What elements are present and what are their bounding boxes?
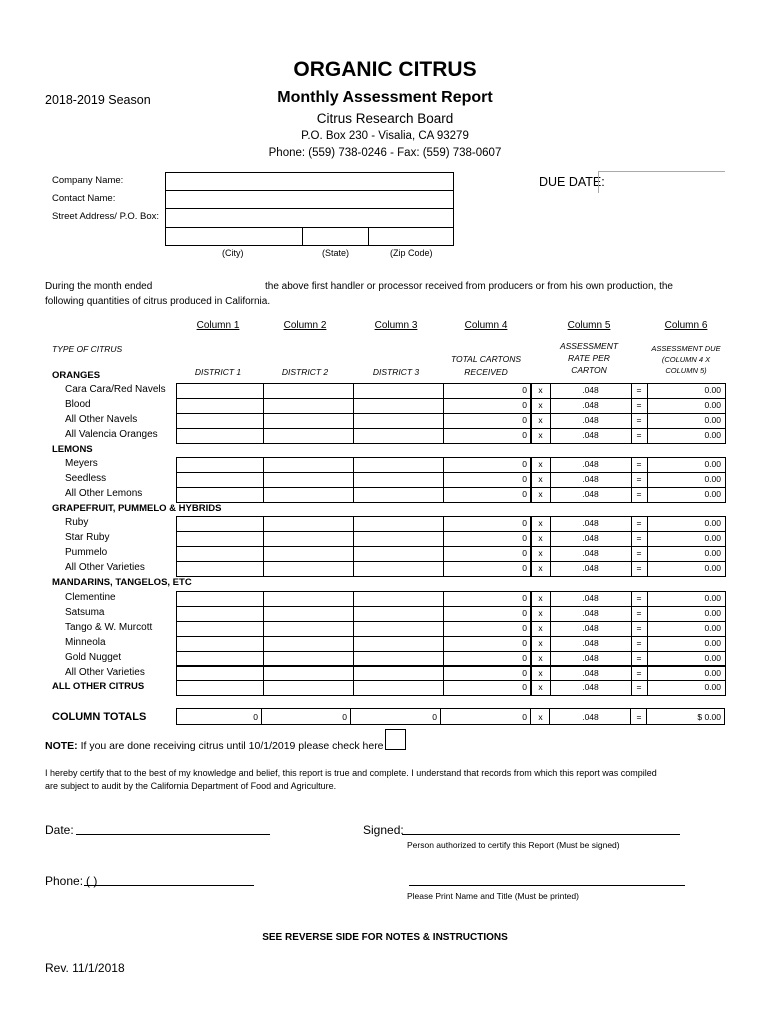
row-total-cartons: 0	[522, 459, 527, 469]
district-2-input[interactable]	[263, 398, 354, 414]
district-2-input[interactable]	[263, 428, 354, 444]
district-2-input[interactable]	[263, 621, 354, 637]
row-equals: =	[636, 637, 642, 648]
citrus-row-label: Meyers	[65, 458, 98, 469]
row-multiply: x	[538, 562, 543, 573]
row-multiply: x	[538, 622, 543, 633]
district-3-input[interactable]	[353, 666, 444, 682]
district-2-input[interactable]	[263, 531, 354, 547]
row-total-cartons: 0	[522, 652, 527, 663]
intro-text-line1: the above first handler or processor received from producers or from his own production, the	[265, 281, 673, 292]
row-rate: .048	[582, 652, 599, 663]
citrus-row-label: All Other Navels	[65, 413, 138, 425]
district-1-input[interactable]	[176, 651, 264, 667]
district-2-input[interactable]	[263, 591, 354, 607]
row-equals: =	[636, 562, 642, 573]
district-2-input[interactable]	[263, 636, 354, 652]
row-rate: .048	[582, 622, 599, 633]
row-total-cartons: 0	[522, 414, 527, 425]
district-1-input[interactable]	[176, 606, 264, 622]
row-total-cartons: 0	[522, 429, 527, 440]
district-2-input[interactable]	[263, 561, 354, 577]
citrus-row-label: Satsuma	[65, 606, 105, 618]
citrus-row-label: All Other Lemons	[65, 487, 143, 499]
district-3-input[interactable]	[353, 413, 444, 429]
type-of-citrus-header: TYPE OF CITRUS	[52, 344, 123, 354]
row-assessment-due: 0.00	[704, 414, 721, 425]
row-rate: .048	[582, 547, 599, 558]
row-assessment-due: 0.00	[704, 652, 721, 663]
row-rate: .048	[582, 667, 599, 678]
district-3-input[interactable]	[353, 621, 444, 637]
assessment-due-line3: COLUMN 5)	[665, 366, 707, 375]
district-3-input[interactable]	[353, 546, 444, 562]
district-3-input[interactable]	[353, 428, 444, 444]
district-1-input[interactable]	[176, 516, 264, 532]
group-grapefruit: GRAPEFRUIT, PUMMELO & HYBRIDS	[52, 503, 222, 514]
row-multiply: x	[538, 667, 543, 678]
district-3-input[interactable]	[353, 398, 444, 414]
row-assessment-due: 0.00	[704, 459, 721, 469]
district-2-input[interactable]	[263, 472, 354, 488]
row-assessment-due: 0.00	[704, 399, 721, 410]
column-2-header: Column 2	[283, 320, 327, 331]
row-rate: .048	[582, 637, 599, 648]
district-3-input[interactable]	[353, 680, 444, 696]
row-multiply: x	[538, 518, 543, 528]
state-field[interactable]	[303, 228, 369, 245]
district-1-input[interactable]	[176, 636, 264, 652]
row-assessment-due: 0.00	[704, 429, 721, 440]
row-rate: .048	[582, 518, 599, 528]
row-assessment-due: 0.00	[704, 385, 721, 395]
state-caption: (State)	[322, 248, 350, 258]
row-assessment-due: 0.00	[704, 682, 721, 693]
zip-caption: (Zip Code)	[390, 248, 433, 258]
row-total-cartons: 0	[522, 637, 527, 648]
district-2-input[interactable]	[263, 383, 354, 399]
citrus-row-label: Blood	[65, 398, 91, 410]
totals-assessment-due: $ 0.00	[697, 712, 721, 722]
district-3-input[interactable]	[353, 516, 444, 532]
assessment-rate-line1: ASSESSMENT	[559, 341, 619, 351]
row-total-cartons: 0	[522, 593, 527, 603]
row-total-cartons: 0	[522, 622, 527, 633]
row-equals: =	[636, 414, 642, 425]
district-3-input[interactable]	[353, 383, 444, 399]
see-reverse-side: SEE REVERSE SIDE FOR NOTES & INSTRUCTIONS	[262, 932, 508, 943]
district-3-input[interactable]	[353, 561, 444, 577]
row-multiply: x	[538, 652, 543, 663]
district-1-input[interactable]	[176, 487, 264, 503]
row-assessment-due: 0.00	[704, 562, 721, 573]
district-1-input[interactable]	[176, 472, 264, 488]
season-label: 2018-2019 Season	[45, 93, 151, 107]
row-multiply: x	[538, 637, 543, 648]
row-equals: =	[636, 607, 642, 618]
row-total-cartons: 0	[522, 473, 527, 484]
district-2-input[interactable]	[263, 516, 354, 532]
district-1-input[interactable]	[176, 398, 264, 414]
column-4-header: Column 4	[464, 320, 508, 331]
row-equals: =	[636, 682, 642, 693]
organization-address: P.O. Box 230 - Visalia, CA 93279	[301, 130, 469, 142]
totals-multiply: x	[538, 712, 543, 722]
row-equals: =	[636, 473, 642, 484]
row-multiply: x	[538, 429, 543, 440]
row-total-cartons: 0	[522, 547, 527, 558]
district-1-input[interactable]	[176, 591, 264, 607]
row-multiply: x	[538, 488, 543, 499]
row-total-cartons: 0	[522, 488, 527, 499]
intro-text-line2: following quantities of citrus produced in California.	[45, 296, 271, 307]
total-cartons-header-line2: RECEIVED	[464, 367, 508, 377]
row-assessment-due: 0.00	[704, 607, 721, 618]
row-equals: =	[636, 488, 642, 499]
organization-name: Citrus Research Board	[316, 111, 454, 126]
total-cartons-header	[440, 354, 532, 377]
print-name-field-line[interactable]	[409, 885, 685, 886]
total-cartons-header-line1: TOTAL CARTONS	[450, 354, 522, 364]
totals-district-1: 0	[253, 712, 258, 722]
district-2-input[interactable]	[263, 457, 354, 473]
row-assessment-due: 0.00	[704, 518, 721, 528]
phone-label: Phone:	[45, 874, 84, 888]
note-bold: NOTE:	[45, 740, 78, 752]
due-date-field[interactable]	[598, 171, 725, 193]
company-name-field[interactable]	[166, 173, 453, 191]
district-2-input[interactable]	[263, 546, 354, 562]
totals-total-cartons: 0	[522, 712, 527, 722]
district-2-input[interactable]	[263, 666, 354, 682]
district-2-input[interactable]	[263, 651, 354, 667]
row-assessment-due: 0.00	[704, 637, 721, 648]
district-3-input[interactable]	[353, 457, 444, 473]
citrus-row-label: Minneola	[65, 636, 106, 648]
district-1-input[interactable]	[176, 428, 264, 444]
row-assessment-due: 0.00	[704, 547, 721, 558]
citrus-row-label: Pummelo	[65, 546, 108, 558]
district-3-input[interactable]	[353, 487, 444, 503]
row-assessment-due: 0.00	[704, 488, 721, 499]
totals-district-2: 0	[342, 712, 347, 722]
row-equals: =	[636, 667, 642, 678]
citrus-row-label: Cara Cara/Red Navels	[65, 384, 166, 395]
assessment-due-header	[643, 344, 729, 375]
row-rate: .048	[582, 429, 599, 440]
row-assessment-due: 0.00	[704, 622, 721, 633]
row-multiply: x	[538, 532, 543, 543]
row-assessment-due: 0.00	[704, 473, 721, 484]
row-rate: .048	[582, 532, 599, 543]
row-rate: .048	[582, 473, 599, 484]
assessment-due-line1: ASSESSMENT DUE	[651, 344, 721, 353]
column-3-header: Column 3	[374, 320, 418, 331]
row-total-cartons: 0	[522, 518, 527, 528]
organization-phone: Phone: (559) 738-0246 - Fax: (559) 738-0607	[268, 147, 502, 159]
district-1-input[interactable]	[176, 546, 264, 562]
month-ended-label: During the month ended	[45, 281, 153, 292]
assessment-due-line2: (COLUMN 4 X	[661, 355, 711, 364]
district-2-input[interactable]	[263, 413, 354, 429]
row-multiply: x	[538, 385, 543, 395]
street-address-field[interactable]	[166, 209, 453, 228]
row-rate: .048	[582, 488, 599, 499]
row-rate: .048	[582, 414, 599, 425]
certification-line1: I hereby certify that to the best of my knowledge and belief, this report is true and complete. I understand that records from which this report was compiled	[45, 768, 657, 778]
city-field[interactable]	[166, 228, 303, 245]
row-multiply: x	[538, 414, 543, 425]
district-1-input[interactable]	[176, 457, 264, 473]
district-2-input[interactable]	[263, 606, 354, 622]
column-totals-label: COLUMN TOTALS	[52, 711, 147, 723]
district-3-header: DISTRICT 3	[372, 367, 420, 377]
row-equals: =	[636, 399, 642, 410]
row-total-cartons: 0	[522, 607, 527, 618]
district-1-header: DISTRICT 1	[194, 367, 242, 377]
company-name-label: Company Name:	[52, 175, 124, 186]
contact-name-field[interactable]	[166, 191, 453, 209]
row-equals: =	[636, 385, 642, 395]
citrus-row-label: All Valencia Oranges	[65, 428, 158, 440]
row-assessment-due: 0.00	[704, 667, 721, 678]
district-1-input[interactable]	[176, 383, 264, 399]
citrus-row-label: All Other Varieties	[65, 666, 145, 678]
group-all-other-citrus: ALL OTHER CITRUS	[52, 681, 145, 692]
phone-field-line[interactable]	[84, 885, 254, 886]
citrus-row-label: All Other Varieties	[65, 561, 145, 573]
row-equals: =	[636, 593, 642, 603]
row-rate: .048	[582, 399, 599, 410]
print-name-caption: Please Print Name and Title (Must be printed)	[407, 891, 579, 901]
column-6-header: Column 6	[664, 320, 708, 331]
citrus-row-label: Ruby	[65, 517, 89, 528]
district-3-input[interactable]	[353, 531, 444, 547]
row-equals: =	[636, 547, 642, 558]
city-caption: (City)	[222, 248, 244, 258]
signature-field-line[interactable]	[402, 834, 680, 835]
totals-district-3: 0	[432, 712, 437, 722]
done-receiving-checkbox[interactable]	[385, 729, 406, 750]
row-multiply: x	[538, 459, 543, 469]
row-equals: =	[636, 622, 642, 633]
district-1-input[interactable]	[176, 413, 264, 429]
company-fields-box	[165, 172, 454, 246]
row-multiply: x	[538, 607, 543, 618]
assessment-rate-line2: RATE PER	[568, 353, 610, 363]
row-total-cartons: 0	[522, 385, 527, 395]
form-subtitle: Monthly Assessment Report	[277, 89, 493, 106]
row-rate: .048	[582, 682, 599, 693]
contact-name-label: Contact Name:	[52, 193, 116, 204]
totals-rate: .048	[582, 712, 599, 722]
row-multiply: x	[538, 399, 543, 410]
date-field-line[interactable]	[76, 834, 270, 835]
district-1-input[interactable]	[176, 680, 264, 696]
row-rate: .048	[582, 562, 599, 573]
row-assessment-due: 0.00	[704, 532, 721, 543]
row-multiply: x	[538, 682, 543, 693]
row-rate: .048	[582, 459, 599, 469]
district-3-input[interactable]	[353, 606, 444, 622]
row-total-cartons: 0	[522, 532, 527, 543]
row-total-cartons: 0	[522, 562, 527, 573]
assessment-rate-line3: CARTON	[571, 365, 607, 375]
signed-label: Signed:	[363, 823, 404, 837]
group-lemons: LEMONS	[52, 444, 93, 455]
zip-field[interactable]	[369, 228, 453, 245]
date-label: Date:	[45, 823, 74, 837]
row-equals: =	[636, 518, 642, 528]
group-mandarins: MANDARINS, TANGELOS, ETC	[52, 577, 192, 588]
row-total-cartons: 0	[522, 667, 527, 678]
column-1-header: Column 1	[196, 320, 240, 331]
row-equals: =	[636, 459, 642, 469]
row-rate: .048	[582, 607, 599, 618]
district-3-input[interactable]	[353, 651, 444, 667]
month-ended-field[interactable]	[160, 278, 260, 292]
row-multiply: x	[538, 473, 543, 484]
group-oranges: ORANGES	[52, 370, 101, 381]
citrus-row-label: Seedless	[65, 472, 107, 484]
district-3-input[interactable]	[353, 472, 444, 488]
certification-line2: are subject to audit by the California Department of Food and Agriculture.	[45, 781, 337, 791]
district-3-input[interactable]	[353, 591, 444, 607]
row-equals: =	[636, 532, 642, 543]
citrus-row-label: Gold Nugget	[65, 651, 122, 663]
revision-date: Rev. 11/1/2018	[45, 961, 125, 975]
assessment-rate-header	[546, 341, 632, 375]
due-date-label: DUE DATE:	[539, 175, 605, 189]
note-body: If you are done receiving citrus until 10/1/2019 please check here	[77, 740, 384, 752]
street-address-label: Street Address/ P.O. Box:	[52, 211, 160, 222]
row-rate: .048	[582, 385, 599, 395]
district-1-input[interactable]	[176, 561, 264, 577]
column-5-header: Column 5	[567, 320, 611, 331]
district-2-input[interactable]	[263, 680, 354, 696]
signature-caption: Person authorized to certify this Report (Must be signed)	[407, 840, 620, 850]
certification-text	[45, 767, 657, 793]
district-1-input[interactable]	[176, 621, 264, 637]
row-total-cartons: 0	[522, 399, 527, 410]
phone-area-code: ( )	[86, 874, 98, 888]
row-equals: =	[636, 429, 642, 440]
totals-equals: =	[636, 712, 642, 722]
row-equals: =	[636, 652, 642, 663]
district-3-input[interactable]	[353, 636, 444, 652]
citrus-row-label: Tango & W. Murcott	[65, 621, 153, 633]
row-rate: .048	[582, 593, 599, 603]
note-text	[45, 740, 384, 752]
row-assessment-due: 0.00	[704, 593, 721, 603]
district-1-input[interactable]	[176, 666, 264, 682]
form-title: ORGANIC CITRUS	[293, 58, 477, 81]
row-multiply: x	[538, 593, 543, 603]
district-1-input[interactable]	[176, 531, 264, 547]
row-multiply: x	[538, 547, 543, 558]
citrus-row-label: Clementine	[65, 592, 116, 603]
district-2-header: DISTRICT 2	[281, 367, 329, 377]
district-2-input[interactable]	[263, 487, 354, 503]
citrus-row-label: Star Ruby	[65, 531, 110, 543]
row-total-cartons: 0	[522, 682, 527, 693]
